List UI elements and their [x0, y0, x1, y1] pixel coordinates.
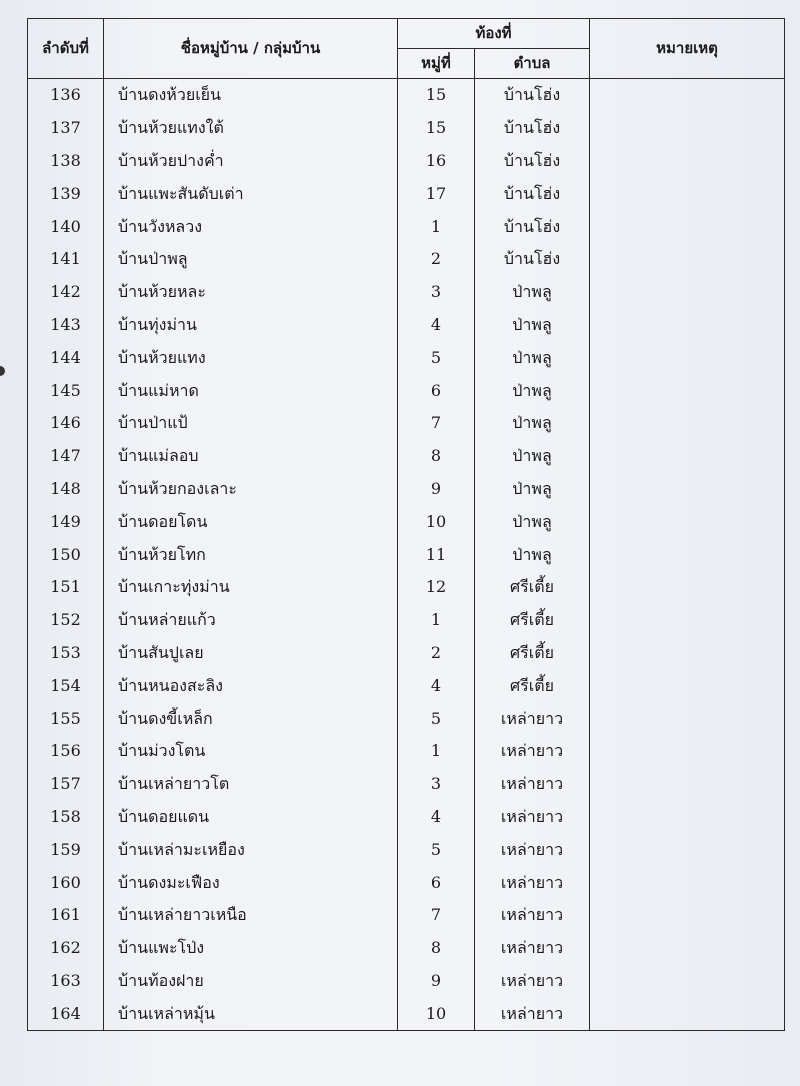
moo-number: 12 — [398, 571, 475, 604]
tambon-name: บ้านโฮ่ง — [475, 79, 590, 112]
note — [590, 341, 785, 374]
header-note: หมายเหตุ — [590, 19, 785, 79]
moo-number: 3 — [398, 768, 475, 801]
table-row — [28, 768, 785, 801]
header-tambon: ตำบล — [475, 49, 590, 79]
row-number: 155 — [28, 702, 104, 735]
tambon-name: ป่าพลู — [475, 538, 590, 571]
tambon-name: บ้านโฮ่ง — [475, 145, 590, 178]
table-row — [28, 702, 785, 735]
table-row — [28, 79, 785, 112]
village-name: บ้านดอยโดน — [104, 505, 398, 538]
moo-number: 5 — [398, 702, 475, 735]
tambon-name: เหล่ายาว — [475, 965, 590, 998]
tambon-name: บ้านโฮ่ง — [475, 112, 590, 145]
tambon-name: ป่าพลู — [475, 407, 590, 440]
table-row — [28, 112, 785, 145]
note — [590, 965, 785, 998]
header-moo: หมู่ที่ — [398, 49, 475, 79]
moo-number: 4 — [398, 309, 475, 342]
table-row — [28, 145, 785, 178]
table-row — [28, 210, 785, 243]
note — [590, 309, 785, 342]
village-name: บ้านหนองสะลิง — [104, 669, 398, 702]
row-number: 148 — [28, 473, 104, 506]
village-name: บ้านหล่ายแก้ว — [104, 604, 398, 637]
note — [590, 702, 785, 735]
moo-number: 10 — [398, 997, 475, 1030]
village-name: บ้านดงขี้เหล็ก — [104, 702, 398, 735]
table-row — [28, 440, 785, 473]
table-row — [28, 473, 785, 506]
note — [590, 571, 785, 604]
note — [590, 866, 785, 899]
header-no: ลำดับที่ — [28, 19, 104, 79]
tambon-name: ป่าพลู — [475, 473, 590, 506]
row-number: 158 — [28, 801, 104, 834]
moo-number: 3 — [398, 276, 475, 309]
row-number: 153 — [28, 637, 104, 670]
note — [590, 177, 785, 210]
table-row — [28, 374, 785, 407]
row-number: 144 — [28, 341, 104, 374]
table-row — [28, 243, 785, 276]
tambon-name: เหล่ายาว — [475, 768, 590, 801]
village-name: บ้านป่าแป้ — [104, 407, 398, 440]
moo-number: 7 — [398, 407, 475, 440]
tambon-name: บ้านโฮ่ง — [475, 210, 590, 243]
row-number: 145 — [28, 374, 104, 407]
village-name: บ้านป่าพลู — [104, 243, 398, 276]
note — [590, 768, 785, 801]
note — [590, 473, 785, 506]
row-number: 140 — [28, 210, 104, 243]
village-name: บ้านแพะสันดับเต่า — [104, 177, 398, 210]
moo-number: 2 — [398, 243, 475, 276]
moo-number: 5 — [398, 833, 475, 866]
tambon-name: ศรีเตี้ย — [475, 637, 590, 670]
village-name: บ้านห้วยปางค่ำ — [104, 145, 398, 178]
tambon-name: ป่าพลู — [475, 505, 590, 538]
moo-number: 1 — [398, 604, 475, 637]
note — [590, 505, 785, 538]
header-name: ชื่อหมู่บ้าน / กลุ่มบ้าน — [104, 19, 398, 79]
table-row — [28, 538, 785, 571]
village-name: บ้านห้วยแทงใต้ — [104, 112, 398, 145]
moo-number: 8 — [398, 440, 475, 473]
row-number: 142 — [28, 276, 104, 309]
village-name: บ้านเหล่ายาวเหนือ — [104, 899, 398, 932]
tambon-name: ศรีเตี้ย — [475, 604, 590, 637]
village-name: บ้านแม่ลอบ — [104, 440, 398, 473]
moo-number: 2 — [398, 637, 475, 670]
village-name: บ้านดงห้วยเย็น — [104, 79, 398, 112]
note — [590, 932, 785, 965]
note — [590, 669, 785, 702]
village-name: บ้านห้วยโทก — [104, 538, 398, 571]
table-header — [28, 19, 785, 79]
tambon-name: ป่าพลู — [475, 309, 590, 342]
table-row — [28, 637, 785, 670]
table-body — [28, 79, 785, 1031]
row-number: 159 — [28, 833, 104, 866]
note — [590, 538, 785, 571]
note — [590, 374, 785, 407]
row-number: 163 — [28, 965, 104, 998]
note — [590, 637, 785, 670]
note — [590, 243, 785, 276]
tambon-name: บ้านโฮ่ง — [475, 177, 590, 210]
village-name: บ้านเหล่ายาวโต — [104, 768, 398, 801]
village-table — [27, 18, 785, 1031]
note — [590, 145, 785, 178]
table-row — [28, 997, 785, 1030]
moo-number: 15 — [398, 79, 475, 112]
moo-number: 1 — [398, 210, 475, 243]
tambon-name: เหล่ายาว — [475, 899, 590, 932]
punch-hole-mark — [0, 366, 5, 376]
village-name: บ้านม่วงโตน — [104, 735, 398, 768]
row-number: 152 — [28, 604, 104, 637]
village-name: บ้านท้องฝาย — [104, 965, 398, 998]
moo-number: 7 — [398, 899, 475, 932]
table-row — [28, 833, 785, 866]
tambon-name: ศรีเตี้ย — [475, 669, 590, 702]
village-name: บ้านเหล่าหมุ้น — [104, 997, 398, 1030]
table-row — [28, 801, 785, 834]
table-row — [28, 276, 785, 309]
note — [590, 833, 785, 866]
tambon-name: เหล่ายาว — [475, 801, 590, 834]
table-row — [28, 735, 785, 768]
village-name: บ้านทุ่งม่าน — [104, 309, 398, 342]
row-number: 157 — [28, 768, 104, 801]
village-name: บ้านห้วยหละ — [104, 276, 398, 309]
header-location: ท้องที่ — [398, 19, 590, 49]
row-number: 150 — [28, 538, 104, 571]
village-name: บ้านห้วยกองเลาะ — [104, 473, 398, 506]
note — [590, 112, 785, 145]
village-name: บ้านดอยแดน — [104, 801, 398, 834]
moo-number: 10 — [398, 505, 475, 538]
row-number: 139 — [28, 177, 104, 210]
moo-number: 8 — [398, 932, 475, 965]
table-row — [28, 965, 785, 998]
note — [590, 801, 785, 834]
row-number: 143 — [28, 309, 104, 342]
note — [590, 407, 785, 440]
note — [590, 440, 785, 473]
moo-number: 5 — [398, 341, 475, 374]
row-number: 146 — [28, 407, 104, 440]
moo-number: 11 — [398, 538, 475, 571]
moo-number: 6 — [398, 866, 475, 899]
note — [590, 997, 785, 1030]
tambon-name: เหล่ายาว — [475, 735, 590, 768]
row-number: 136 — [28, 79, 104, 112]
tambon-name: ศรีเตี้ย — [475, 571, 590, 604]
tambon-name: ป่าพลู — [475, 276, 590, 309]
table-row — [28, 899, 785, 932]
village-name: บ้านแม่หาด — [104, 374, 398, 407]
table-row — [28, 669, 785, 702]
tambon-name: บ้านโฮ่ง — [475, 243, 590, 276]
row-number: 138 — [28, 145, 104, 178]
moo-number: 16 — [398, 145, 475, 178]
tambon-name: เหล่ายาว — [475, 866, 590, 899]
row-number: 160 — [28, 866, 104, 899]
note — [590, 899, 785, 932]
note — [590, 210, 785, 243]
note — [590, 604, 785, 637]
moo-number: 4 — [398, 669, 475, 702]
village-name: บ้านเหล่ามะเหยือง — [104, 833, 398, 866]
village-name: บ้านสันปูเลย — [104, 637, 398, 670]
table-row — [28, 341, 785, 374]
moo-number: 1 — [398, 735, 475, 768]
table-row — [28, 604, 785, 637]
tambon-name: ป่าพลู — [475, 374, 590, 407]
table-row — [28, 866, 785, 899]
table-row — [28, 505, 785, 538]
note — [590, 735, 785, 768]
moo-number: 4 — [398, 801, 475, 834]
moo-number: 9 — [398, 473, 475, 506]
tambon-name: เหล่ายาว — [475, 702, 590, 735]
table-row — [28, 932, 785, 965]
note — [590, 276, 785, 309]
moo-number: 9 — [398, 965, 475, 998]
table-row — [28, 407, 785, 440]
village-name: บ้านแพะโป่ง — [104, 932, 398, 965]
note — [590, 79, 785, 112]
tambon-name: เหล่ายาว — [475, 997, 590, 1030]
row-number: 154 — [28, 669, 104, 702]
row-number: 141 — [28, 243, 104, 276]
moo-number: 17 — [398, 177, 475, 210]
village-name: บ้านดงมะเฟือง — [104, 866, 398, 899]
row-number: 164 — [28, 997, 104, 1030]
tambon-name: เหล่ายาว — [475, 932, 590, 965]
table-row — [28, 177, 785, 210]
row-number: 162 — [28, 932, 104, 965]
table-row — [28, 571, 785, 604]
table-row — [28, 309, 785, 342]
row-number: 151 — [28, 571, 104, 604]
row-number: 161 — [28, 899, 104, 932]
tambon-name: ป่าพลู — [475, 440, 590, 473]
village-name: บ้านวังหลวง — [104, 210, 398, 243]
moo-number: 6 — [398, 374, 475, 407]
tambon-name: ป่าพลู — [475, 341, 590, 374]
village-name: บ้านห้วยแทง — [104, 341, 398, 374]
row-number: 156 — [28, 735, 104, 768]
row-number: 137 — [28, 112, 104, 145]
tambon-name: เหล่ายาว — [475, 833, 590, 866]
row-number: 147 — [28, 440, 104, 473]
row-number: 149 — [28, 505, 104, 538]
village-name: บ้านเกาะทุ่งม่าน — [104, 571, 398, 604]
moo-number: 15 — [398, 112, 475, 145]
